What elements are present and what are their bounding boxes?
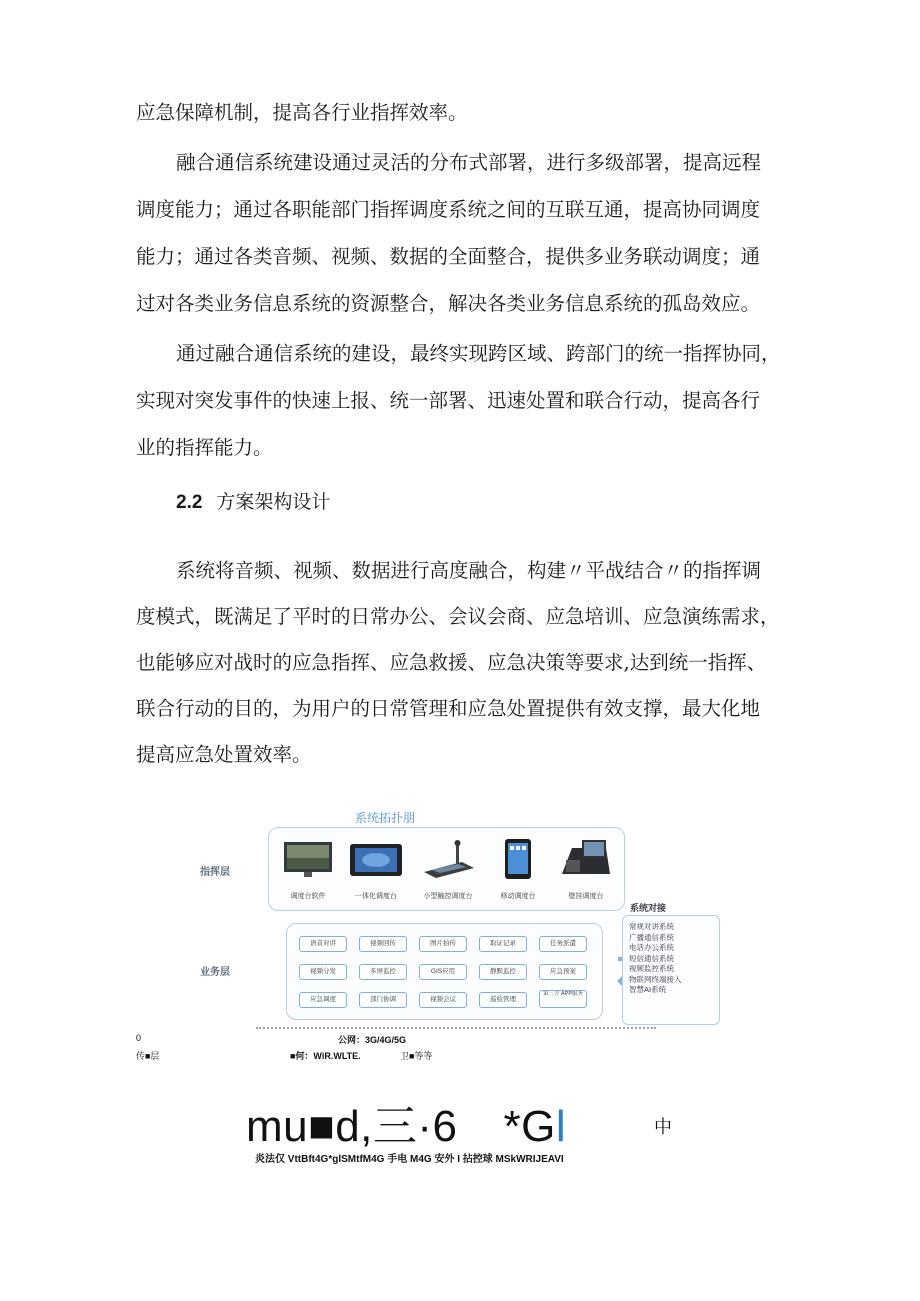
command-layer-box [268, 827, 625, 911]
service-item: 巡检管理 [479, 992, 527, 1008]
large-text-right: *G [503, 1102, 556, 1151]
text-line: 融合通信系统建设通过灵活的分布式部署，进行多级部署，提高远程 [176, 151, 762, 174]
fragment-large-text [246, 1090, 566, 1154]
system-item: 常规对讲系统 [629, 922, 674, 931]
fragment-caption: 炎法仅 VttBft4G*glSMtfM4G 手电 M4G 安外 I 拈控球 MSkWRIJEAVI [255, 1154, 564, 1165]
system-integration-box [622, 915, 720, 1025]
service-item: 视频回传 [359, 936, 407, 952]
paragraph-2 [136, 145, 796, 322]
device-label: 一体化调度台 [355, 893, 397, 900]
device-label: 小型触控调度台 [423, 893, 473, 900]
fragment-satellite: 卫■等等 [400, 1051, 433, 1061]
large-text-left: mu■d,三·6 [246, 1102, 458, 1151]
fragment-zh: 中 [654, 1117, 672, 1138]
device-label: 壁挂调度台 [568, 893, 604, 900]
text-line: 通过融合通信系统的建设，最终实现跨区域、跨部门的统一指挥协同， [176, 342, 781, 365]
device-integrated-console [345, 838, 407, 901]
text-line: 提高应急处置效率。 [136, 743, 312, 766]
service-item: 静默监控 [479, 964, 527, 980]
device-touch-console [417, 838, 479, 901]
service-item: 应急调度 [299, 992, 347, 1008]
system-item: 广播通信系统 [629, 932, 674, 942]
service-item: 多屏监控 [359, 964, 407, 980]
text-line: 系统将音频、视频、数据进行高度融合，构建〃平战结合〃的指挥调 [176, 559, 762, 582]
section-heading [176, 487, 330, 514]
network-divider [256, 1027, 656, 1029]
fragment-public-net: 公网：3G/4G/5G [338, 1035, 407, 1045]
text-line: 实现对突发事件的快速上报、统一部署、迅速处置和联合行动，提高各行 [136, 389, 761, 412]
text-line: 度模式，既满足了平时的日常办公、会议会商、应急培训、应急演练需求， [136, 605, 780, 628]
large-text-accent: l [555, 1102, 567, 1151]
system-item: 电话办公系统 [629, 943, 674, 952]
business-layer-label: 业务层 [200, 967, 230, 978]
service-item: 应急预案 [539, 964, 587, 980]
service-item: GIS应用 [419, 964, 467, 980]
paragraph-1 [136, 95, 796, 131]
system-integration-title: 系统对接 [630, 903, 667, 913]
tablet-console-icon [346, 838, 406, 880]
text-line: 联合行动的目的，为用户的日常管理和应急处置提供有效支撑，最大化地 [136, 697, 761, 720]
service-item: 任务派遣 [539, 936, 587, 952]
service-item: 部门协调 [359, 992, 407, 1008]
text-line: 调度能力；通过各职能部门指挥调度系统之间的互联互通，提高协同调度 [136, 198, 761, 221]
topology-diagram [190, 805, 730, 1050]
device-dispatch-software [277, 838, 339, 901]
fragment-transport-layer: 传■层 [136, 1051, 160, 1061]
section-number: 2.2 [176, 492, 203, 513]
monitor-icon [282, 838, 334, 880]
service-item: 第三方 APP服务 [539, 990, 587, 1008]
device-mobile [487, 838, 549, 901]
tablet-icon [502, 838, 534, 880]
paragraph-3 [136, 336, 796, 466]
system-item: 物联网终端接入 [629, 974, 682, 984]
service-item: 视频会议 [419, 992, 467, 1008]
system-item: 视频监控系统 [629, 964, 674, 973]
system-item: 智慧AI系统 [629, 985, 667, 994]
system-item: 短信通信系统 [629, 953, 674, 963]
paragraph-4 [136, 553, 796, 773]
service-item: 图片拍传 [419, 936, 467, 952]
text-line: 也能够应对战时的应急指挥、应急救援、应急决策等要求,达到统一指挥、 [136, 651, 767, 674]
text-line: 业的指挥能力。 [136, 436, 273, 459]
diagram-title: 系统拓扑朋 [355, 811, 416, 825]
video-phone-icon [558, 838, 614, 880]
section-title: 方案架构设计 [216, 491, 331, 513]
text-line: 应急保障机制，提高各行业指挥效率。 [136, 101, 468, 124]
command-layer-label: 指挥层 [200, 867, 230, 878]
service-item: 取证记录 [479, 936, 527, 952]
business-layer-box [286, 923, 603, 1020]
device-label: 移动调度台 [500, 893, 536, 900]
service-item: 视频分发 [299, 964, 347, 980]
fragment-zero: 0 [136, 1033, 142, 1043]
text-line: 过对各类业务信息系统的资源整合，解决各类业务信息系统的孤岛效应。 [136, 292, 761, 315]
desk-phone-icon [418, 838, 478, 880]
text-line: 能力；通过各类音频、视频、数据的全面整合，提供多业务联动调度；通 [136, 245, 761, 268]
service-item: 语音对讲 [299, 936, 347, 952]
device-label: 调度台软件 [290, 893, 326, 900]
device-wall [555, 838, 617, 901]
fragment-wifi: ■何：WiR.WLTE. [290, 1051, 361, 1061]
